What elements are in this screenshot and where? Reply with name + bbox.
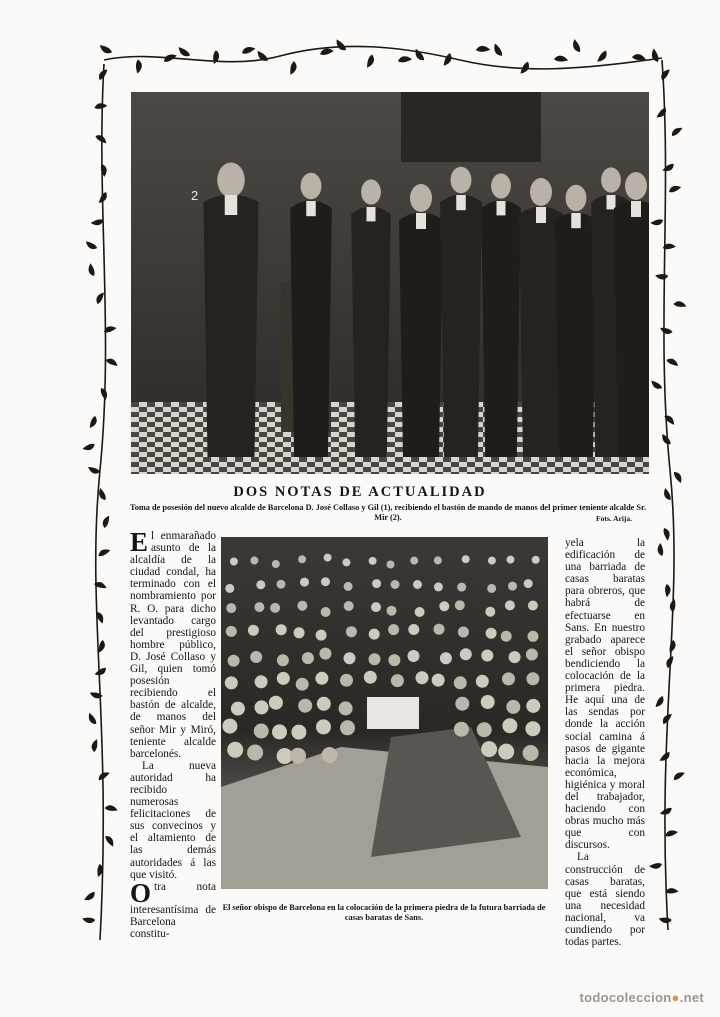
- vine-leaf-icon: [334, 39, 349, 51]
- man-head: [530, 178, 552, 206]
- crowd-head: [387, 561, 395, 569]
- inauguration-scene-image: [131, 92, 649, 474]
- shirt-collar: [607, 195, 616, 209]
- vine-leaf-icon: [650, 216, 664, 229]
- crowd-head: [369, 557, 377, 565]
- standing-man-figure: [204, 195, 259, 458]
- standing-man-figure: [614, 201, 649, 458]
- vine-leaf-icon: [94, 100, 108, 113]
- crowd-head: [524, 579, 533, 588]
- crowd-head: [532, 556, 540, 564]
- crowd-head: [369, 653, 381, 665]
- crowd-head: [300, 578, 309, 587]
- crowd-head: [291, 725, 306, 740]
- crowd-head: [302, 652, 314, 664]
- crowd-head: [250, 557, 258, 565]
- crowd-head: [225, 676, 238, 689]
- crowd-head: [324, 554, 332, 562]
- vine-leaf-icon: [671, 125, 683, 139]
- crowd-head: [247, 745, 263, 761]
- vine-leaf-icon: [397, 53, 412, 66]
- article-paragraph-5: La construcción de casas baratas, que está siendo una necesidad nacional, va cundiendo por todas partes.: [565, 851, 645, 949]
- vine-leaf-icon: [90, 739, 100, 752]
- crowd-head: [231, 702, 245, 716]
- vine-leaf-icon: [89, 416, 97, 428]
- man-head: [361, 179, 381, 204]
- vine-leaf-icon: [673, 769, 685, 783]
- crowd-head: [297, 601, 307, 611]
- crowd-head: [525, 721, 540, 736]
- crowd-head: [269, 696, 283, 710]
- crowd-head: [455, 697, 469, 711]
- crowd-head: [315, 672, 328, 685]
- crowd-head: [485, 607, 495, 617]
- vine-leaf-icon: [104, 803, 117, 813]
- crowd-head: [294, 627, 305, 638]
- vine-leaf-icon: [97, 163, 110, 177]
- crowd-head: [415, 607, 425, 617]
- crowd-head: [277, 672, 290, 685]
- crowd-head: [410, 557, 418, 565]
- crowd-head: [225, 584, 234, 593]
- vine-leaf-icon: [102, 516, 110, 528]
- crowd-head: [322, 747, 338, 763]
- vine-leaf-icon: [88, 466, 100, 474]
- shirt-collar: [631, 201, 641, 217]
- crowd-head: [488, 557, 496, 565]
- crowd-head: [255, 675, 268, 688]
- crowd-head: [290, 748, 306, 764]
- crowd-head: [321, 577, 330, 586]
- crowd-head: [298, 555, 306, 563]
- crowd-head: [413, 580, 422, 589]
- crowd-head: [439, 601, 449, 611]
- vine-leaf-icon: [106, 359, 118, 366]
- vine-leaf-icon: [491, 44, 506, 57]
- crowd-head: [372, 579, 381, 588]
- article-paragraph-4: yela la edificación de una barriada de casas baratas para obreros, que habrá de efectuarse en Sans. En nuestro grabado aparece el señor obispo bendiciendo la colocación de la primera piedra. He aquí una de las sendas por donde la acción social camina á pasos de gigante hacia la mejora económica, higiénica y moral del trabajador, haciendo con obras mucho más que con discursos.: [565, 537, 645, 852]
- vine-leaf-icon: [97, 387, 110, 400]
- vine-leaf-icon: [666, 656, 674, 668]
- shirt-collar: [416, 213, 426, 229]
- crowd-head: [316, 719, 331, 734]
- crowd-head: [502, 718, 517, 733]
- vine-leaf-icon: [660, 326, 673, 335]
- man-head: [491, 173, 511, 198]
- standing-man-figure: [399, 213, 443, 458]
- man-head: [410, 184, 432, 212]
- crowd-head: [339, 701, 353, 715]
- vine-leaf-icon: [103, 835, 117, 847]
- crowd-head: [508, 582, 517, 591]
- crowd-head: [388, 654, 400, 666]
- watermark-prefix: todocoleccion: [579, 990, 672, 1005]
- crowd-head: [523, 745, 539, 761]
- crowd-head: [502, 672, 515, 685]
- man-head: [301, 173, 322, 200]
- shirt-collar: [367, 207, 376, 221]
- crowd-head: [227, 742, 243, 758]
- crowd-head: [528, 631, 539, 642]
- vine-leaf-icon: [99, 45, 112, 54]
- crowd-head: [316, 630, 327, 641]
- vine-leaf-icon: [95, 135, 108, 144]
- crowd-head: [507, 556, 515, 564]
- vine-leaf-icon: [655, 543, 668, 557]
- crowd-head: [344, 652, 356, 664]
- vine-leaf-icon: [444, 53, 452, 66]
- crowd-head: [462, 555, 470, 563]
- crowd-head: [434, 582, 443, 591]
- top-photo-caption: Toma de posesión del nuevo alcalde de Barcelona D. José Collaso y Gil (1), recibiendo el bastón de mando de manos del primer teniente alcalde Sr. Mir (2).: [129, 503, 647, 522]
- crowd-head: [228, 655, 240, 667]
- crowd-head: [505, 600, 515, 610]
- crowd-head: [440, 652, 452, 664]
- crowd-head: [391, 674, 404, 687]
- crowd-head: [458, 627, 469, 638]
- top-photograph: [131, 92, 649, 474]
- crowd-head: [454, 722, 469, 737]
- vine-leaf-icon: [86, 713, 100, 725]
- article-paragraph-1: El enmarañado asunto de la alcaldía de la ciudad condal, ha terminado con el nombramiento por R. O. para dicho levantado cargo del prestigioso hombre público, D. José Collaso y Gil, quien tomó posesión recibiendo el bastón de alcalde, de manos del señor Mir y Miró, teniente alcalde barcelonés.: [130, 527, 216, 760]
- vine-leaf-icon: [597, 49, 607, 63]
- crowd-head: [481, 695, 495, 709]
- crowd-head: [344, 582, 353, 591]
- crowd-head: [371, 602, 381, 612]
- crowd-head: [272, 724, 287, 739]
- crowd-head: [481, 650, 493, 662]
- bottom-photograph: [221, 537, 548, 889]
- crowd-head: [256, 580, 265, 589]
- man-head: [625, 172, 647, 200]
- article-right-column: [565, 537, 645, 948]
- watermark-dot-icon: ●: [671, 990, 680, 1005]
- crowd-head: [391, 580, 400, 589]
- vine-leaf-icon: [660, 527, 673, 541]
- crowd-head: [481, 741, 497, 757]
- crowd-head: [248, 625, 259, 636]
- crowd-head: [416, 671, 429, 684]
- drop-cap-o: O: [130, 877, 152, 908]
- shirt-collar: [536, 207, 546, 223]
- crowd-head: [477, 722, 492, 737]
- article-left-column: [130, 527, 216, 940]
- man-head: [217, 163, 245, 198]
- crowd-head: [434, 556, 442, 564]
- crowd-head: [270, 603, 280, 613]
- crowd-head: [432, 674, 445, 687]
- vine-leaf-icon: [659, 915, 672, 926]
- vine-leaf-icon: [660, 804, 673, 818]
- crowd-head: [408, 624, 419, 635]
- vine-leaf-icon: [177, 47, 191, 57]
- crowd-head: [250, 651, 262, 663]
- man-head: [601, 167, 621, 192]
- crowd-head: [501, 631, 512, 642]
- vine-leaf-icon: [666, 359, 678, 366]
- shirt-collar: [571, 213, 581, 228]
- headline: DOS NOTAS DE ACTUALIDAD: [233, 484, 487, 500]
- drop-cap-e: E: [130, 527, 149, 557]
- vine-leaf-icon: [93, 611, 107, 624]
- bottom-photo-caption: El señor obispo de Barcelona en la colocación de la primera piedra de la futura barriada de casas baratas de Sans.: [222, 903, 546, 922]
- vine-leaf-icon: [668, 182, 681, 196]
- vine-leaf-icon: [132, 59, 144, 74]
- vine-leaf-icon: [662, 583, 674, 597]
- vine-leaf-icon: [475, 43, 490, 56]
- vine-leaf-icon: [673, 299, 686, 309]
- site-watermark: [580, 990, 705, 1005]
- shirt-collar: [225, 195, 238, 215]
- crowd-head: [454, 676, 467, 689]
- crowd-head: [342, 558, 350, 566]
- article-paragraph-2: La nueva autoridad ha recibido numerosas felicitaciones de sus convecinos y el altamiento de las demás autoridades á las que visitó.: [130, 759, 216, 881]
- crowd-head: [340, 674, 353, 687]
- vine-leaf-icon: [82, 915, 95, 926]
- crowd-head: [272, 560, 280, 568]
- crowd-head: [321, 607, 331, 617]
- vine-leaf-icon: [668, 640, 677, 653]
- vine-leaf-icon: [96, 292, 104, 304]
- crowd-head: [226, 603, 236, 613]
- crowd-head: [506, 700, 520, 714]
- vine-leaf-icon: [668, 599, 678, 612]
- shirt-collar: [306, 201, 316, 216]
- man-head: [451, 167, 472, 194]
- photo-credit: Fots. Arija.: [596, 514, 633, 523]
- crowd-head: [344, 601, 354, 611]
- vine-leaf-icon: [655, 271, 669, 282]
- crowd-head: [340, 720, 355, 735]
- crowd-head: [317, 697, 331, 711]
- cornerstone-ceremony-image: [221, 537, 548, 889]
- standing-man-figure: [481, 201, 521, 458]
- vine-leaf-icon: [85, 263, 98, 277]
- man-head: [566, 185, 587, 212]
- crowd-head: [277, 654, 289, 666]
- standing-man-figure: [440, 195, 482, 458]
- crowd-head: [526, 699, 540, 713]
- crowd-head: [455, 600, 465, 610]
- vine-leaf-icon: [83, 440, 96, 454]
- crowd-head: [408, 650, 420, 662]
- vine-leaf-icon: [366, 54, 375, 67]
- standing-man-figure: [351, 207, 391, 458]
- vine-leaf-icon: [241, 43, 255, 57]
- shirt-collar: [456, 195, 466, 210]
- crowd-head: [255, 700, 269, 714]
- vine-leaf-icon: [648, 49, 662, 63]
- crowd-head: [222, 719, 237, 734]
- crowd-head: [387, 606, 397, 616]
- standing-man-figure: [290, 201, 332, 458]
- crowd-head: [509, 651, 521, 663]
- crowd-head: [388, 624, 399, 635]
- crowd-head: [476, 675, 489, 688]
- crowd-head: [487, 584, 496, 593]
- vine-leaf-icon: [671, 471, 685, 483]
- vine-leaf-icon: [663, 415, 676, 425]
- crowd-head: [364, 671, 377, 684]
- crowd-head: [296, 678, 309, 691]
- crowd-head: [276, 624, 287, 635]
- vine-leaf-icon: [649, 859, 663, 872]
- crowd-head: [486, 628, 497, 639]
- vine-leaf-icon: [95, 665, 108, 679]
- crowd-head: [526, 649, 538, 661]
- vine-leaf-icon: [656, 695, 664, 707]
- crowd-head: [498, 744, 514, 760]
- vine-leaf-icon: [97, 546, 110, 560]
- vine-leaf-icon: [569, 39, 584, 53]
- vine-leaf-icon: [664, 827, 677, 840]
- vine-leaf-icon: [553, 53, 568, 65]
- crowd-head: [230, 558, 238, 566]
- standing-man-figure: [555, 213, 597, 458]
- shirt-collar: [497, 201, 506, 215]
- watermark-suffix: .net: [679, 990, 704, 1005]
- crowd-head: [434, 624, 445, 635]
- crowd-head: [460, 648, 472, 660]
- crowd-head: [369, 629, 380, 640]
- crowd-head: [346, 626, 357, 637]
- photo-number-label: 2: [191, 188, 199, 203]
- vine-leaf-icon: [662, 161, 675, 175]
- vine-leaf-icon: [84, 889, 96, 903]
- crowd-head: [526, 672, 539, 685]
- vine-leaf-icon: [288, 61, 298, 75]
- crowd-head: [226, 626, 237, 637]
- crowd-head: [254, 724, 269, 739]
- vine-leaf-icon: [650, 381, 663, 390]
- crowd-head: [298, 699, 312, 713]
- crowd-head: [254, 602, 264, 612]
- crowd-head: [319, 648, 331, 660]
- crowd-head: [528, 601, 538, 611]
- vine-leaf-icon: [85, 241, 97, 249]
- crowd-head: [457, 583, 466, 592]
- crowd-head: [277, 580, 286, 589]
- article-paragraph-3: Otra nota interesantísima de Barcelona constitu-: [130, 877, 216, 940]
